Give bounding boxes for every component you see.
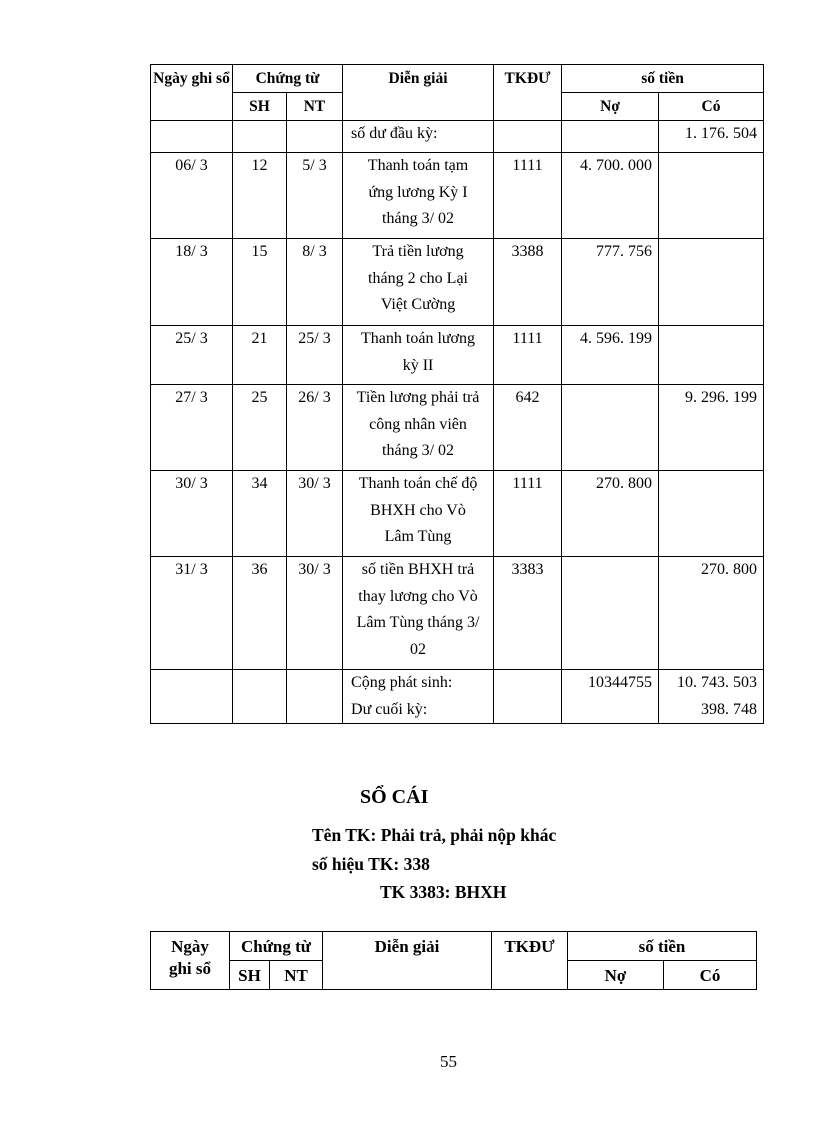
row-date: 18/ 3	[151, 239, 233, 326]
header-account: TKĐƯ	[494, 65, 562, 121]
header-nt: NT	[270, 961, 323, 990]
header-sh: SH	[233, 93, 287, 121]
ledger-table-2	[150, 931, 757, 990]
account-name: Tên TK: Phải trả, phải nộp khác	[312, 825, 557, 845]
row-account: 1111	[494, 471, 562, 557]
page-number: 55	[440, 1052, 457, 1071]
table-row	[151, 385, 764, 471]
row-account: 3388	[494, 239, 562, 326]
row-nt: 30/ 3	[287, 557, 343, 670]
row-date: 25/ 3	[151, 326, 233, 385]
row-debit: 4. 596. 199	[562, 326, 659, 385]
header-description: Diễn giải	[343, 65, 494, 121]
opening-balance-label: số dư đầu kỳ:	[343, 121, 494, 153]
row-date: 30/ 3	[151, 471, 233, 557]
sub-account: TK 3383: BHXH	[380, 882, 507, 902]
row-account: 1111	[494, 326, 562, 385]
row-account: 1111	[494, 153, 562, 239]
row-description: Tiền lương phải trả công nhân viên tháng 3/ 02	[343, 385, 494, 471]
row-account: 642	[494, 385, 562, 471]
row-nt: 30/ 3	[287, 471, 343, 557]
row-description: Thanh toán tạm ứng lương Kỳ I tháng 3/ 02	[343, 153, 494, 239]
totals-label: Cộng phát sinh:	[351, 674, 453, 691]
opening-balance-credit: 1. 176. 504	[659, 121, 764, 153]
row-debit	[562, 385, 659, 471]
header-voucher: Chứng từ	[230, 932, 323, 961]
row-credit	[659, 326, 764, 385]
row-description: Thanh toán lương kỳ II	[343, 326, 494, 385]
table-row	[151, 239, 764, 326]
row-credit: 9. 296. 199	[659, 385, 764, 471]
header-debit: Nợ	[568, 961, 664, 990]
header-debit: Nợ	[562, 93, 659, 121]
row-nt: 26/ 3	[287, 385, 343, 471]
row-credit	[659, 239, 764, 326]
row-description: Thanh toán chế độ BHXH cho Vò Lâm Tùng	[343, 471, 494, 557]
row-account: 3383	[494, 557, 562, 670]
row-credit	[659, 471, 764, 557]
table-row	[151, 557, 764, 670]
totals-credit-value: 10. 743. 503	[677, 674, 758, 691]
row-debit: 4. 700. 000	[562, 153, 659, 239]
header-voucher: Chứng từ	[233, 65, 343, 93]
header-date: Ngày ghi sổ	[151, 932, 230, 990]
header-nt: NT	[287, 93, 343, 121]
totals-row	[151, 670, 764, 724]
account-number: số hiệu TK: 338	[312, 854, 430, 874]
totals-credit	[659, 670, 764, 724]
closing-balance-label: Dư cuối kỳ:	[351, 700, 428, 718]
row-description: số tiền BHXH trả thay lương cho Vò Lâm Tùng tháng 3/ 02	[343, 557, 494, 670]
row-sh: 15	[233, 239, 287, 326]
header-date: Ngày ghi sổ	[151, 65, 233, 121]
row-sh: 21	[233, 326, 287, 385]
row-sh: 36	[233, 557, 287, 670]
header-amount: số tiền	[568, 932, 757, 961]
table-row	[151, 326, 764, 385]
row-debit	[562, 557, 659, 670]
table-row	[151, 153, 764, 239]
row-nt: 25/ 3	[287, 326, 343, 385]
totals-description	[343, 670, 494, 724]
header-description: Diễn giải	[323, 932, 492, 990]
row-description: Trả tiền lương tháng 2 cho Lại Việt Cường	[343, 239, 494, 326]
row-date: 27/ 3	[151, 385, 233, 471]
closing-balance-value: 398. 748	[701, 700, 758, 718]
row-nt: 8/ 3	[287, 239, 343, 326]
row-date: 06/ 3	[151, 153, 233, 239]
totals-debit: 10344755	[562, 670, 659, 724]
header-credit: Có	[659, 93, 764, 121]
row-sh: 12	[233, 153, 287, 239]
header-amount: số tiền	[562, 65, 764, 93]
header-sh: SH	[230, 961, 270, 990]
row-date: 31/ 3	[151, 557, 233, 670]
opening-balance-row	[151, 121, 764, 153]
row-credit	[659, 153, 764, 239]
row-nt: 5/ 3	[287, 153, 343, 239]
row-credit: 270. 800	[659, 557, 764, 670]
section-title: SỔ CÁI	[360, 786, 429, 808]
row-sh: 25	[233, 385, 287, 471]
table-row	[151, 471, 764, 557]
ledger-table-1	[150, 64, 764, 724]
row-sh: 34	[233, 471, 287, 557]
row-debit: 777. 756	[562, 239, 659, 326]
header-credit: Có	[664, 961, 757, 990]
row-debit: 270. 800	[562, 471, 659, 557]
header-account: TKĐƯ	[492, 932, 568, 990]
